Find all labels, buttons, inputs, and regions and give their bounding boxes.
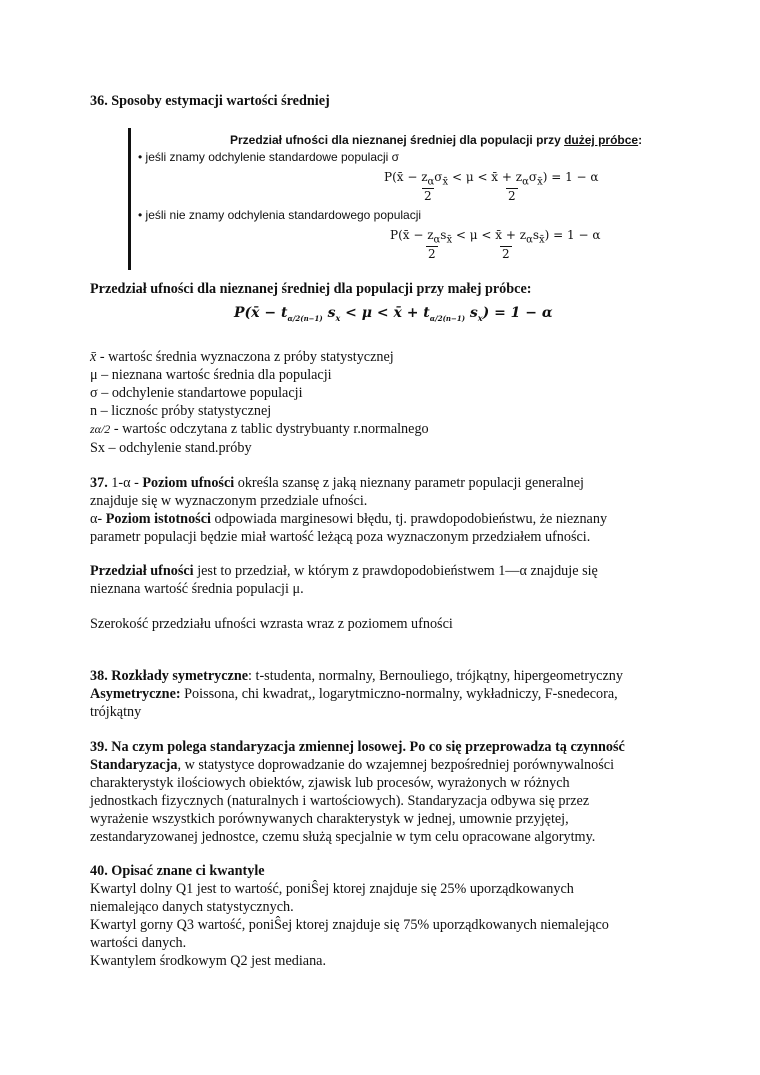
q40-line-6: Kwantylem środkowym Q2 jest mediana. xyxy=(90,953,327,969)
legend-item: μ – nieznana wartośc średnia dla populacji xyxy=(90,367,332,383)
q39-line-3: charakterystyk ilościowych obiektów, zjawisk lub procesów, wyrażonych w różnych xyxy=(90,775,570,791)
legend-item: Sx – odchylenie stand.próby xyxy=(90,440,252,456)
q39-line-5: wyrażenie wszystkich porównywanych charakterystyk w jednej, umownie przyjętej, xyxy=(90,811,569,827)
q40-line-4: Kwartyl gorny Q3 wartość, poniŜej ktorej znajduje się 75% uporządkowanych niemalejąco xyxy=(90,917,609,933)
formula1-frac-right: 2 xyxy=(508,189,516,203)
q37-line-7: Szerokość przedziału ufności wzrasta wraz z poziomem ufności xyxy=(90,616,453,632)
small-sample-heading: Przedział ufności dla nieznanej średniej dla populacji przy małej próbce: xyxy=(90,281,532,297)
q36-heading: 36. Sposoby estymacji wartości średniej xyxy=(90,93,330,109)
q40-heading: 40. Opisać znane ci kwantyle xyxy=(90,863,265,879)
q40-line-3: niemalejąco danych statystycznych. xyxy=(90,899,294,915)
q38-line-1: 38. Rozkłady symetryczne: t-studenta, normalny, Bernouliego, trójkątny, hipergeometryczny xyxy=(90,668,623,684)
figure-bullet-unknown-sigma: • jeśli nie znamy odchylenia standardowego populacji xyxy=(138,208,422,222)
q39-line-4: jednostkach fizycznych (naturalnych i wartościowych). Standaryzacja odbywa się przez xyxy=(90,793,590,809)
legend-item: n – licznośc próby statystycznej xyxy=(90,403,272,419)
q38-line-3: trójkątny xyxy=(90,704,142,720)
q39-heading: 39. Na czym polega standaryzacja zmiennej losowej. Po co się przeprowadza tą czynność xyxy=(90,739,625,755)
figure-left-bar xyxy=(128,128,131,270)
formula2-frac-right: 2 xyxy=(502,247,510,261)
q38-line-2: Asymetryczne: Poissona, chi kwadrat,, logarytmiczno-normalny, wykładniczy, F-snedecora, xyxy=(90,686,618,702)
figure-title: Przedział ufności dla nieznanej średniej dla populacji przy dużej próbce: xyxy=(230,133,643,147)
q37-line-2: znajduje się w wyznaczonym przedziale ufności. xyxy=(90,493,368,509)
large-sample-figure xyxy=(128,128,648,272)
q37-line-1: 37. 1-α - Poziom ufności określa szansę z jaką nieznany parametr populacji generalnej xyxy=(90,475,584,491)
figure-bullet-known-sigma: • jeśli znamy odchylenie standardowe populacji σ xyxy=(138,150,400,164)
q37-line-6: nieznana wartość średnia populacji μ. xyxy=(90,581,304,597)
q39-line-2: Standaryzacja, w statystyce doprowadzanie do wzajemnej bezpośredniej porównywalności xyxy=(90,757,615,773)
q40-line-5: wartości danych. xyxy=(90,935,187,951)
formula1-frac-left: 2 xyxy=(424,189,432,203)
small-sample-formula: P(x̄ − $t_{\alpha/2(n-1)}$ $s_x < \mu$ < x̄ + $t_{\alpha/2(n-1)}$ $s_x) = 1 - \alpha$ xyxy=(234,305,553,323)
formula-unknown-sigma: P(x̄ − $z_\alpha s_{x̄} < \mu$ < x̄ + $z_\alpha s_{x̄}) = 1 - \alpha$ xyxy=(390,228,601,246)
legend-item: zα/2 - wartośc odczytana z tablic dystrybuanty r.normalnego xyxy=(90,421,429,437)
q37-line-3: α- Poziom istotności odpowiada marginesowi błędu, tj. prawdopodobieństwu, że nieznany xyxy=(90,511,608,527)
q37-line-5: Przedział ufności jest to przedział, w którym z prawdopodobieństwem 1—α znajduje się xyxy=(90,563,598,579)
q40-line-2: Kwartyl dolny Q1 jest to wartość, poniŜej ktorej znajduje się 25% uporządkowanych xyxy=(90,881,574,897)
q39-line-6: zestandaryzowanej jednostce, czemu służą specjalnie w tym celu opracowane algorytmy. xyxy=(90,829,596,845)
formula-known-sigma: P(x̄ − $z_\alpha\sigma_{x̄} < \mu$ < x̄ + $z_\alpha\sigma_{x̄}) = 1 - \alpha$ xyxy=(384,170,599,188)
legend-item: σ – odchylenie standartowe populacji xyxy=(90,385,303,401)
legend-item: x̄ - wartośc średnia wyznaczona z próby statystycznej xyxy=(90,349,394,365)
q37-line-4: parametr populacji będzie miał wartość leżącą poza wyznaczonym przedziałem ufności. xyxy=(90,529,591,545)
formula2-frac-left: 2 xyxy=(428,247,436,261)
